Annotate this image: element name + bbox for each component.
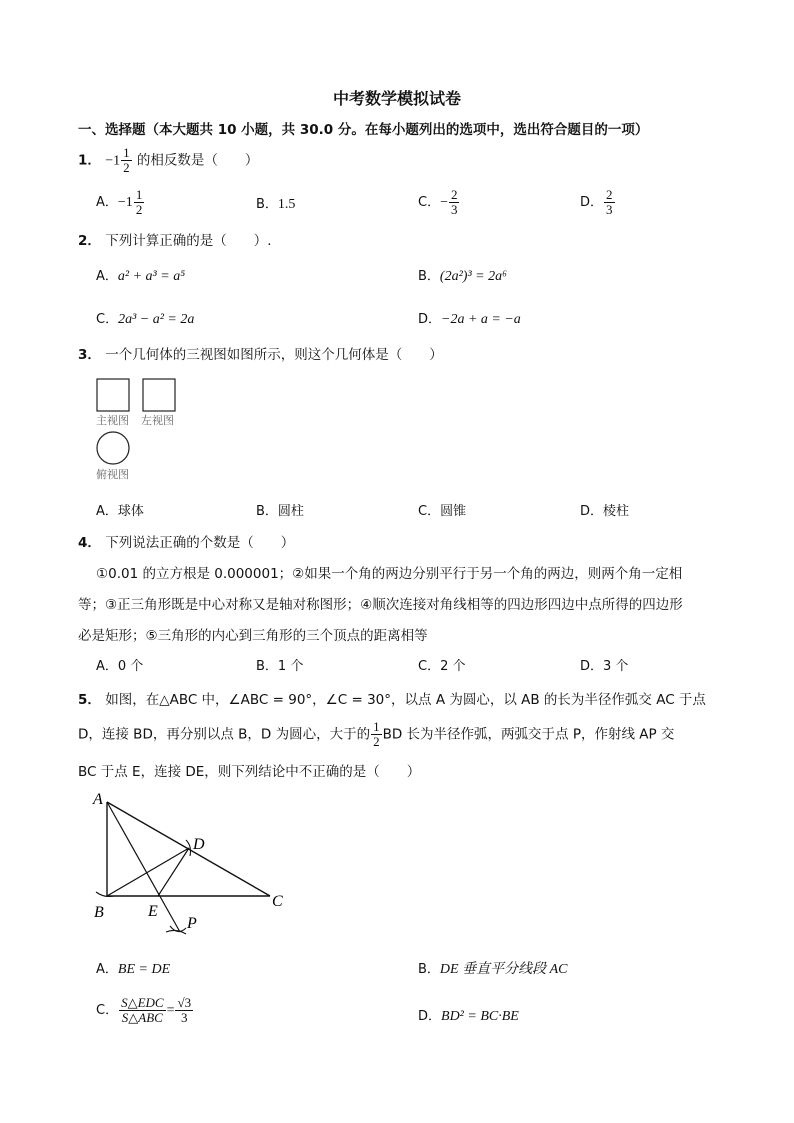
q2-option-a[interactable]: A．a² + a³ = a⁵ [96, 269, 186, 284]
question-number: 2． [78, 233, 101, 249]
q5-text-line: BC 于点 E，连接 DE，则下列结论中不正确的是（ ） [78, 764, 421, 780]
question-text: 下列计算正确的是（ ）. [105, 233, 272, 249]
side-view-label: 左视图 [141, 414, 174, 427]
page-title: 中考数学模拟试卷 [332, 89, 461, 108]
q5-option-c[interactable]: C． $\frac{\text{S△EDC}}{\text{S△ABC}}$ = $\frac{√3}{3}$ [96, 995, 192, 1025]
q2-option-c[interactable]: C．2a³ − a² = 2a [96, 312, 195, 327]
question-number: 3． [78, 347, 101, 363]
label-b: B [94, 904, 104, 921]
q4-statement-line: 必是矩形；⑤三角形的内心到三角形的三个顶点的距离相等 [78, 628, 428, 644]
question-number: 1． [78, 152, 101, 169]
question-5 [78, 688, 706, 708]
label-e: E [148, 903, 158, 920]
q1-option-b[interactable]: B．1.5 [256, 197, 296, 212]
label-a: A [93, 791, 103, 808]
question-number: 4． [78, 535, 101, 551]
expr: −1 [105, 153, 121, 169]
question-1 [78, 146, 258, 175]
segment-bd [107, 848, 189, 896]
q3-option-a[interactable]: A．球体 [96, 504, 144, 519]
q4-option-d[interactable]: D．3 个 [580, 659, 629, 674]
front-view-square [97, 379, 129, 411]
label-d: D [193, 836, 205, 853]
q2-option-b[interactable]: B．(2a²)³ = 2a⁶ [418, 269, 507, 284]
q5-text-line: D，连接 BD，再分别以点 B，D 为圆心，大于的 $\frac{1}{2}$ BD 长为半径作弧，两弧交于点 P，作射线 AP 交 [78, 719, 675, 749]
q5-option-b[interactable]: B．DE 垂直平分线段 AC [418, 962, 568, 977]
q4-statement-line: ①0.01 的立方根是 0.000001；②如果一个角的两边分别平行于另一个角的两边，则两个角一定相 [96, 566, 683, 582]
q4-option-a[interactable]: A．0 个 [96, 659, 144, 674]
question-3 [78, 343, 443, 363]
question-text: 如图，在△ABC 中，∠ABC = 90°，∠C = 30°，以点 A 为圆心，以 AB 的长为半径作弧交 AC 于点 [105, 692, 706, 708]
fraction: $\frac{1}{2}$ [123, 145, 130, 175]
q2-option-d[interactable]: D．−2a + a = −a [418, 312, 521, 327]
q5-option-d[interactable]: D．BD² = BC·BE [418, 1009, 519, 1024]
question-text: 的相反数是（ ） [136, 152, 259, 169]
question-text: 一个几何体的三视图如图所示，则这个几何体是（ ） [105, 347, 443, 363]
q4-option-c[interactable]: C．2 个 [418, 659, 466, 674]
q5-triangle-figure [86, 788, 296, 944]
q1-option-a[interactable]: A．−1 $\frac{1}{2}$ [96, 187, 143, 217]
question-2 [78, 229, 272, 249]
label-c: C [272, 893, 283, 910]
label-p: P [187, 915, 197, 932]
q4-option-b[interactable]: B．1 个 [256, 659, 304, 674]
ray-ap [107, 802, 180, 932]
front-view-label: 主视图 [96, 414, 129, 427]
q3-option-c[interactable]: C．圆锥 [418, 504, 467, 519]
q3-option-d[interactable]: D．棱柱 [580, 504, 630, 519]
top-view-circle [97, 432, 129, 464]
q4-statement-line: 等；③正三角形既是中心对称又是轴对称图形；④顺次连接对角线相等的四边形四边中点所得的四边形 [78, 597, 683, 613]
section-heading: 一、选择题（本大题共 10 小题，共 30.0 分。在每小题列出的选项中，选出符合题目的一项） [78, 122, 649, 138]
top-view-label: 俯视图 [96, 468, 129, 481]
segment-de [158, 848, 189, 896]
q5-option-a[interactable]: A．BE = DE [96, 962, 171, 977]
q1-option-d[interactable]: D． $\frac{2}{3}$ [580, 187, 613, 217]
q3-option-b[interactable]: B．圆柱 [256, 504, 304, 519]
question-number: 5． [78, 692, 101, 708]
q1-option-c[interactable]: C．− $\frac{2}{3}$ [418, 187, 458, 217]
question-4 [78, 531, 294, 551]
side-view-square [143, 379, 175, 411]
question-text: 下列说法正确的个数是（ ） [105, 535, 295, 551]
